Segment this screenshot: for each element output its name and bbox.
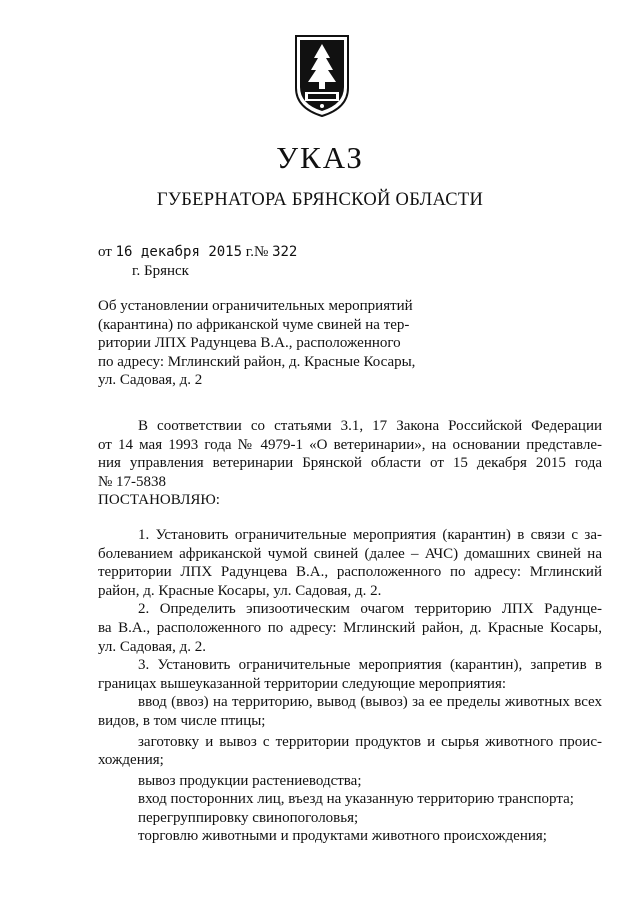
measure-line: торговлю животными и продуктами животного происхождения; [138, 828, 547, 845]
decree-subject [98, 297, 428, 390]
preamble-line: В соответствии со статьями 3.1, 17 Закона Российской Федерации [138, 418, 602, 434]
document-subtitle: ГУБЕРНАТОРА БРЯНСКОЙ ОБЛАСТИ [156, 190, 484, 210]
date-year-suffix: г. [245, 244, 255, 260]
item-2-line: ва В.А., расположенного по адресу: Мглинский район, д. Красные Косары, [98, 619, 602, 636]
preamble-line: от 14 мая 1993 года № 4979-1 «О ветеринарии», на основании представле- [98, 436, 602, 453]
measure-line: заготовку и вывоз с территории продуктов и сырья животного проис- [138, 733, 602, 750]
measure-line: вывоз продукции растениеводства; [138, 772, 362, 789]
decree-number: 322 [272, 244, 298, 260]
measure-line: перегруппировку свинопоголовья; [138, 809, 359, 826]
measure-line: хождения; [98, 752, 164, 769]
measure-line: вход посторонних лиц, въезд на указанную территорию транспорта; [138, 791, 574, 808]
coat-of-arms-icon [288, 30, 356, 120]
item-1-line: 1. Установить ограничительные мероприятия (карантин) в связи с за- [138, 526, 602, 543]
date-number-line [98, 244, 297, 261]
preamble-line: ния управления ветеринарии Брянской области от 15 декабря 2015 года [98, 455, 602, 472]
item-1-line: территории ЛПХ Радунцева В.А., расположенного по адресу: Мглинский [98, 564, 602, 581]
preamble-line: № 17-5838 [98, 473, 167, 490]
decree-word: ПОСТАНОВЛЯЮ: [98, 492, 220, 509]
decree-body [98, 417, 602, 846]
number-prefix: № [254, 244, 269, 260]
item-2-line: ул. Садовая, д. 2. [98, 638, 206, 655]
item-3-line: границах вышеуказанной территории следующие мероприятия: [98, 675, 507, 692]
date-value: 16 декабря 2015 [115, 244, 243, 260]
city: г. Брянск [132, 263, 189, 279]
item-2-line: 2. Определить эпизоотическим очагом территорию ЛПХ Радунце- [138, 601, 602, 618]
subject-line: по адресу: Мглинский район, д. Красные Косары, [98, 353, 416, 370]
subject-line: ул. Садовая, д. 2 [98, 372, 203, 388]
subject-line: ритории ЛПХ Радунцева В.А., расположенного [98, 335, 401, 351]
measure-line: видов, в том числе птицы; [98, 712, 266, 729]
date-prefix: от [98, 244, 112, 260]
item-3-line: 3. Установить ограничительные мероприятия (карантин), запретив в [138, 657, 602, 674]
measure-line: ввод (ввоз) на территорию, вывод (вывоз) за ее пределы животных всех [138, 694, 602, 711]
subject-line: Об установлении ограничительных мероприятий [98, 298, 413, 314]
item-1-line: район, д. Красные Косары, ул. Садовая, д. 2. [98, 582, 382, 599]
subject-line: (карантина) по африканской чуме свиней на тер- [98, 316, 410, 333]
document-title: УКАЗ [276, 140, 364, 175]
item-1-line: болеванием африканской чумой свиней (далее – АЧС) домашних свиней на [98, 545, 602, 562]
